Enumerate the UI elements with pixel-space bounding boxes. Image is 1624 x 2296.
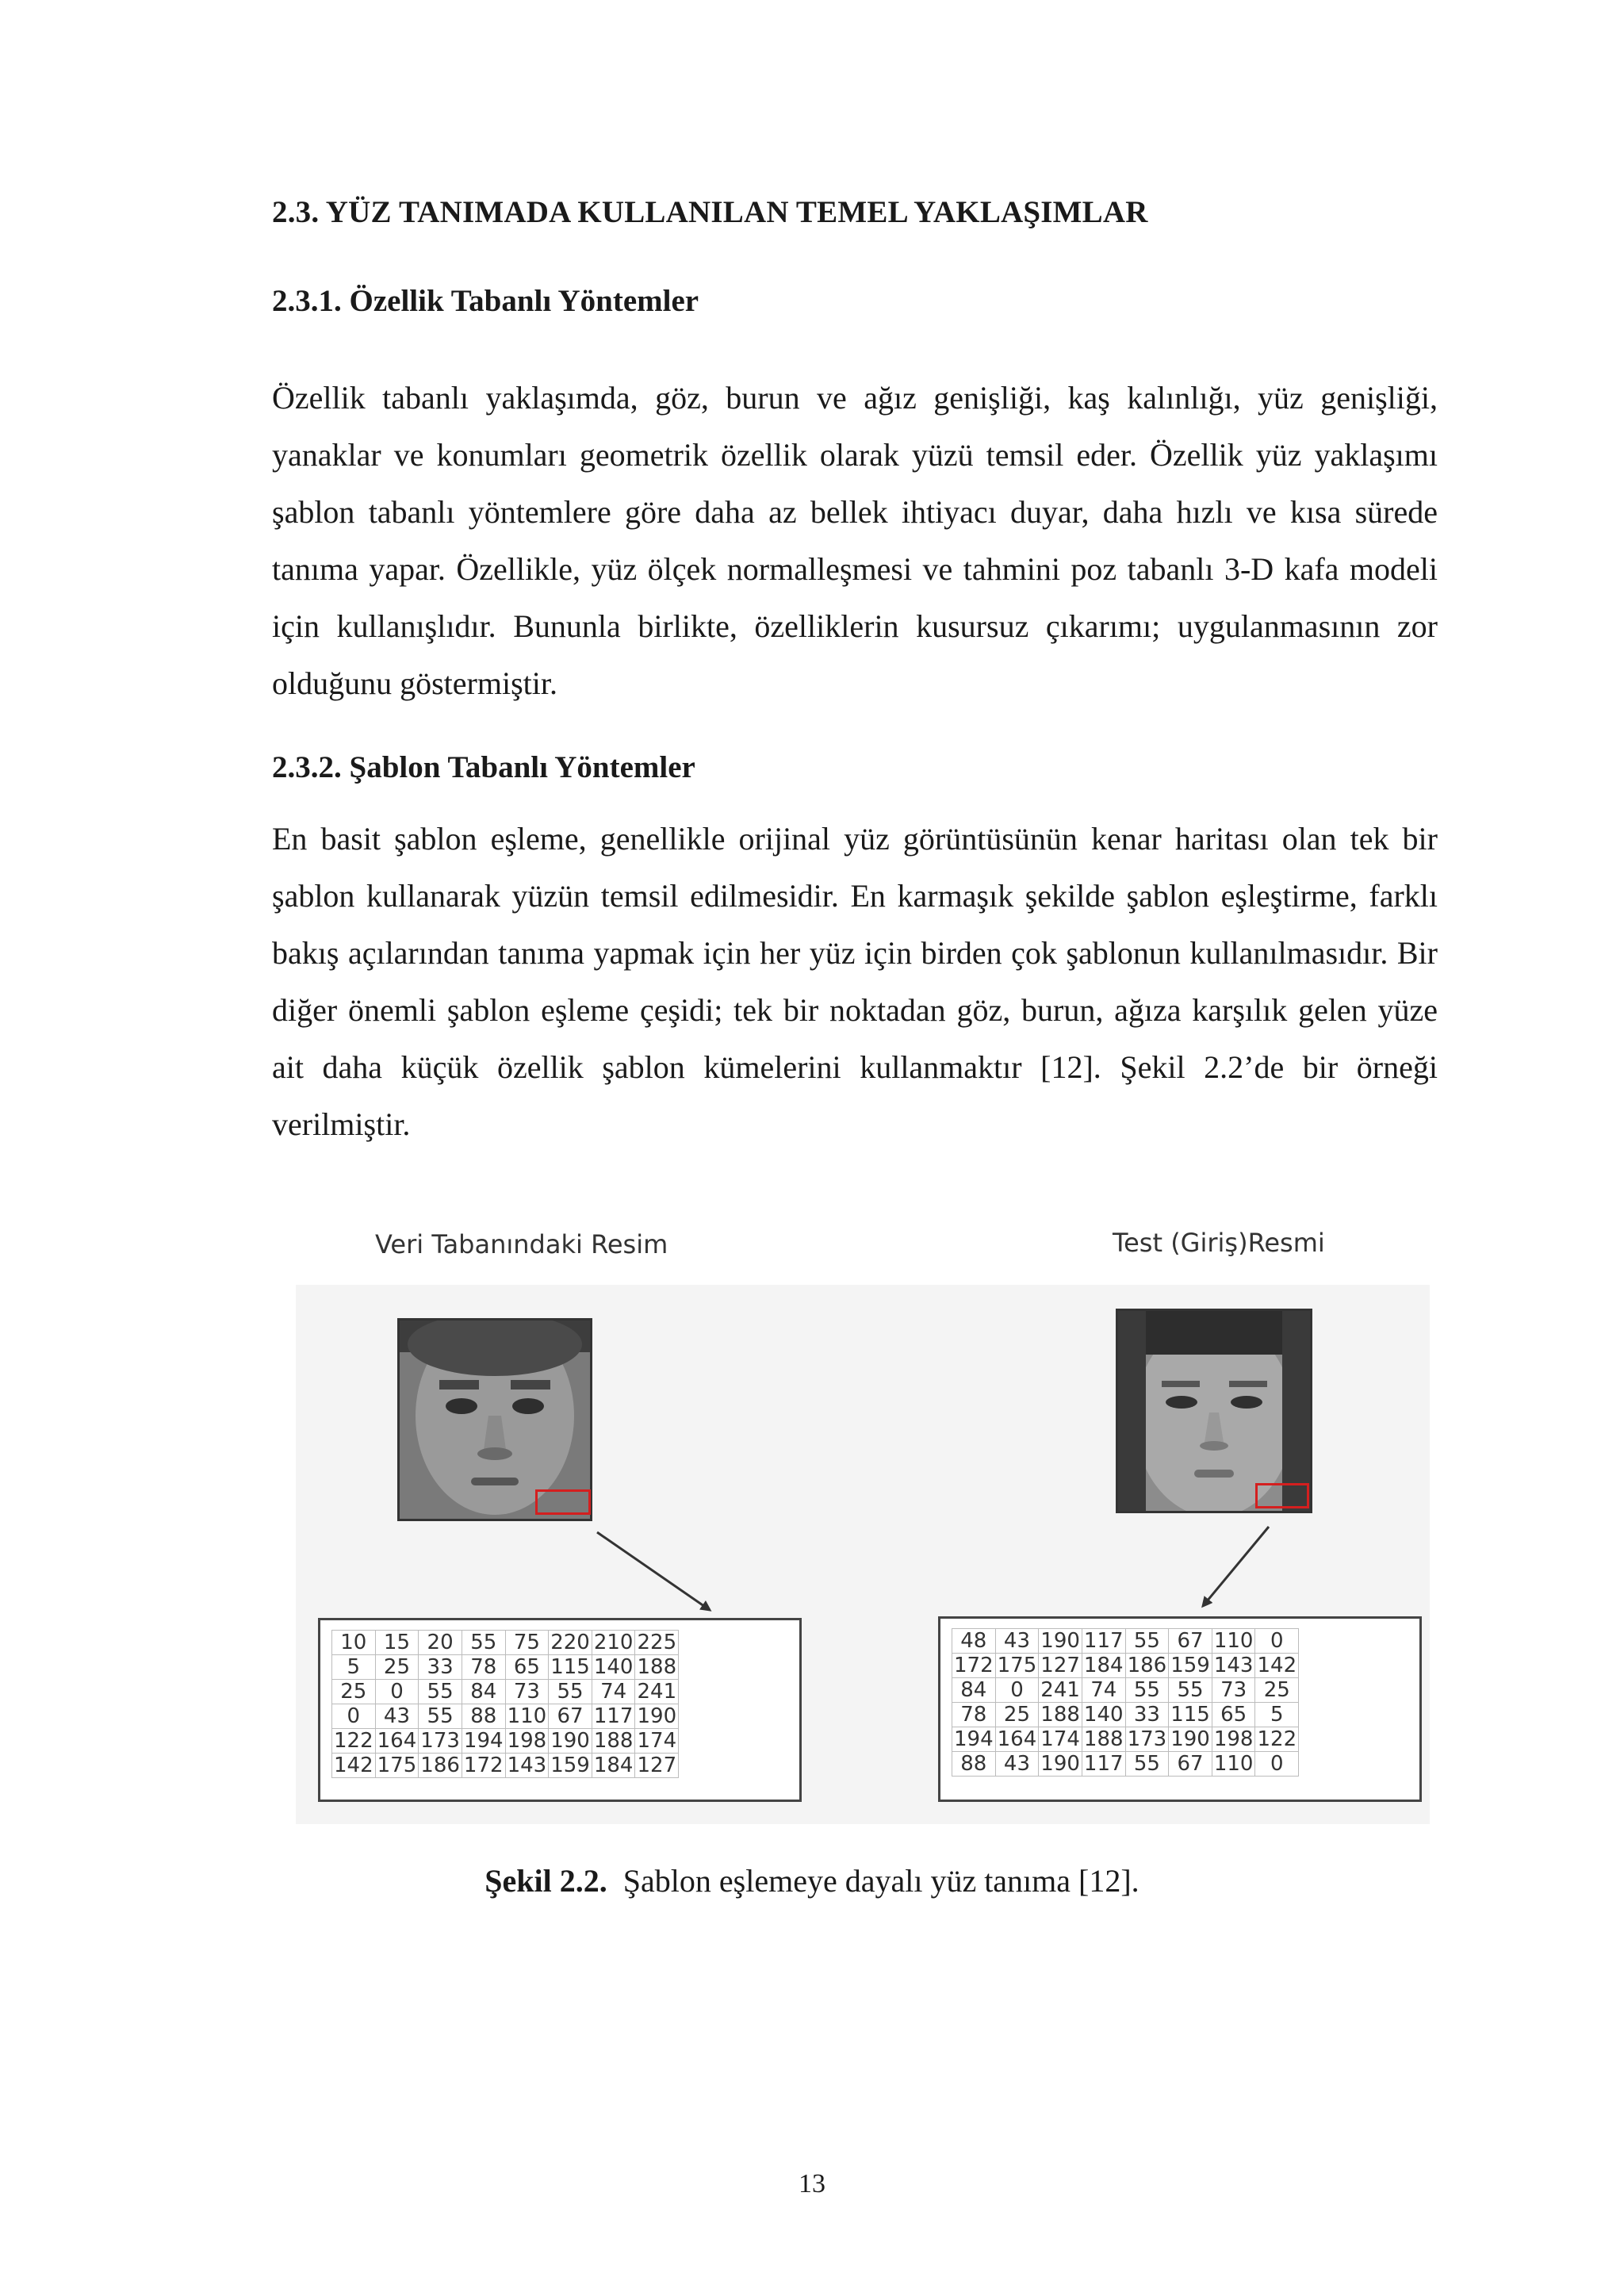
grid-cell: 25 (1255, 1678, 1299, 1703)
grid-cell: 143 (1212, 1654, 1255, 1678)
section-heading: 2.3. YÜZ TANIMADA KULLANILAN TEMEL YAKLAŞIMLAR (272, 195, 1148, 229)
grid-cell: 159 (1169, 1654, 1212, 1678)
grid-cell: 117 (592, 1704, 635, 1729)
grid-cell: 188 (635, 1655, 679, 1680)
test-pixel-grid (938, 1616, 1422, 1802)
grid-cell: 190 (635, 1704, 679, 1729)
grid-cell: 190 (1169, 1727, 1212, 1752)
grid-cell: 33 (419, 1655, 462, 1680)
grid-cell: 225 (635, 1631, 679, 1655)
grid-cell: 241 (1039, 1678, 1082, 1703)
grid-cell: 55 (1125, 1752, 1169, 1777)
grid-cell: 88 (462, 1704, 505, 1729)
grid-row (332, 1680, 679, 1704)
database-pixel-grid (318, 1618, 802, 1802)
grid-cell: 210 (592, 1631, 635, 1655)
arrow-left (597, 1532, 710, 1610)
grid-cell: 55 (462, 1631, 505, 1655)
grid-cell: 194 (952, 1727, 996, 1752)
grid-cell: 20 (419, 1631, 462, 1655)
grid-cell: 198 (505, 1729, 549, 1754)
grid-cell: 73 (505, 1680, 549, 1704)
grid-cell: 241 (635, 1680, 679, 1704)
grid-cell: 15 (375, 1631, 419, 1655)
grid-row (332, 1729, 679, 1754)
grid-cell: 186 (1125, 1654, 1169, 1678)
grid-cell: 142 (332, 1754, 376, 1778)
grid-cell: 5 (332, 1655, 376, 1680)
grid-cell: 127 (635, 1754, 679, 1778)
grid-cell: 184 (1082, 1654, 1125, 1678)
grid-cell: 84 (462, 1680, 505, 1704)
grid-cell: 73 (1212, 1678, 1255, 1703)
grid-row (952, 1727, 1299, 1752)
grid-cell: 188 (1039, 1703, 1082, 1727)
grid-row (952, 1654, 1299, 1678)
grid-cell: 74 (1082, 1678, 1125, 1703)
grid-cell: 190 (549, 1729, 592, 1754)
grid-cell: 174 (1039, 1727, 1082, 1752)
database-template-patch (535, 1489, 591, 1515)
grid-cell: 67 (1169, 1629, 1212, 1654)
grid-cell: 55 (419, 1704, 462, 1729)
grid-cell: 78 (462, 1655, 505, 1680)
grid-cell: 88 (952, 1752, 996, 1777)
grid-cell: 127 (1039, 1654, 1082, 1678)
grid-cell: 65 (1212, 1703, 1255, 1727)
grid-cell: 159 (549, 1754, 592, 1778)
grid-cell: 0 (995, 1678, 1039, 1703)
grid-cell: 172 (952, 1654, 996, 1678)
grid-cell: 115 (1169, 1703, 1212, 1727)
grid-cell: 48 (952, 1629, 996, 1654)
grid-cell: 55 (1125, 1629, 1169, 1654)
figure-template-matching (296, 1228, 1430, 1824)
grid-row (332, 1631, 679, 1655)
figure-right-title: Test (Giriş)Resmi (1113, 1228, 1325, 1258)
grid-cell: 190 (1039, 1752, 1082, 1777)
grid-cell: 0 (332, 1704, 376, 1729)
grid-cell: 190 (1039, 1629, 1082, 1654)
grid-row (332, 1754, 679, 1778)
grid-cell: 5 (1255, 1703, 1299, 1727)
grid-cell: 174 (635, 1729, 679, 1754)
grid-cell: 55 (419, 1680, 462, 1704)
grid-row (952, 1752, 1299, 1777)
grid-cell: 110 (1212, 1752, 1255, 1777)
caption-label: Şekil 2.2. (485, 1863, 607, 1899)
grid-cell: 0 (1255, 1629, 1299, 1654)
grid-cell: 55 (1169, 1678, 1212, 1703)
grid-cell: 65 (505, 1655, 549, 1680)
paragraph-feature-based: Özellik tabanlı yaklaşımda, göz, burun ve ağız genişliği, kaş kalınlığı, yüz genişliği, yanaklar ve konumları geometrik özellik olarak yüzü temsil eder. Özellik yüz yaklaşımı şablon tabanlı yöntemlere göre daha az bellek ihtiyacı duyar, daha hızlı ve kısa sürede tanıma yapar. Özellikle, yüz ölçek normalleşmesi ve tahmini poz tabanlı 3-D kafa modeli için kullanışlıdır. Bununla birlikte, özelliklerin kusursuz çıkarımı; uygulanmasının zor olduğunu göstermiştir. (272, 380, 1438, 701)
grid-cell: 84 (952, 1678, 996, 1703)
grid-cell: 55 (549, 1680, 592, 1704)
grid-cell: 25 (332, 1680, 376, 1704)
grid-row (952, 1629, 1299, 1654)
figure-left-title: Veri Tabanındaki Resim (375, 1229, 668, 1259)
grid-row (332, 1655, 679, 1680)
grid-cell: 122 (332, 1729, 376, 1754)
grid-cell: 188 (1082, 1727, 1125, 1752)
grid-cell: 173 (419, 1729, 462, 1754)
paragraph-template-based: En basit şablon eşleme, genellikle orijinal yüz görüntüsünün kenar haritası olan tek bir şablon kullanarak yüzün temsil edilmesidir. En karmaşık şekilde şablon eşleştirme, farklı bakış açılarından tanıma yapmak için her yüz için birden çok şablonun kullanılmasıdır. Bir diğer önemli şablon eşleme çeşidi; tek bir noktadan göz, burun, ağıza karşılık gelen yüze ait daha küçük özellik şablon kümelerini kullanmaktır [12]. Şekil 2.2’de bir örneği verilmiştir. (272, 821, 1438, 1142)
grid-cell: 43 (375, 1704, 419, 1729)
grid-cell: 198 (1212, 1727, 1255, 1752)
grid-cell: 115 (549, 1655, 592, 1680)
grid-cell: 78 (952, 1703, 996, 1727)
grid-cell: 117 (1082, 1752, 1125, 1777)
arrow-right (1203, 1527, 1269, 1606)
grid-cell: 0 (375, 1680, 419, 1704)
grid-cell: 175 (375, 1754, 419, 1778)
grid-cell: 175 (995, 1654, 1039, 1678)
grid-cell: 0 (1255, 1752, 1299, 1777)
grid-cell: 74 (592, 1680, 635, 1704)
grid-cell: 186 (419, 1754, 462, 1778)
grid-cell: 143 (505, 1754, 549, 1778)
grid-cell: 67 (1169, 1752, 1212, 1777)
grid-row (332, 1704, 679, 1729)
grid-cell: 25 (375, 1655, 419, 1680)
grid-cell: 220 (549, 1631, 592, 1655)
grid-cell: 10 (332, 1631, 376, 1655)
page-number: 13 (799, 2169, 825, 2198)
grid-cell: 184 (592, 1754, 635, 1778)
grid-cell: 25 (995, 1703, 1039, 1727)
grid-cell: 67 (549, 1704, 592, 1729)
grid-row (952, 1703, 1299, 1727)
grid-cell: 122 (1255, 1727, 1299, 1752)
subsection-heading-1: 2.3.1. Özellik Tabanlı Yöntemler (272, 284, 699, 318)
subsection-heading-2: 2.3.2. Şablon Tabanlı Yöntemler (272, 750, 695, 784)
grid-cell: 110 (1212, 1629, 1255, 1654)
grid-cell: 55 (1125, 1678, 1169, 1703)
caption-text: Şablon eşlemeye dayalı yüz tanıma [12]. (607, 1863, 1139, 1899)
test-template-patch (1255, 1483, 1309, 1508)
grid-cell: 142 (1255, 1654, 1299, 1678)
grid-cell: 43 (995, 1629, 1039, 1654)
grid-cell: 33 (1125, 1703, 1169, 1727)
grid-cell: 164 (995, 1727, 1039, 1752)
grid-cell: 110 (505, 1704, 549, 1729)
grid-cell: 194 (462, 1729, 505, 1754)
grid-cell: 140 (592, 1655, 635, 1680)
grid-cell: 43 (995, 1752, 1039, 1777)
grid-cell: 164 (375, 1729, 419, 1754)
figure-caption (0, 1862, 1624, 1899)
grid-cell: 75 (505, 1631, 549, 1655)
grid-cell: 188 (592, 1729, 635, 1754)
grid-cell: 172 (462, 1754, 505, 1778)
grid-row (952, 1678, 1299, 1703)
grid-cell: 173 (1125, 1727, 1169, 1752)
grid-cell: 140 (1082, 1703, 1125, 1727)
grid-cell: 117 (1082, 1629, 1125, 1654)
